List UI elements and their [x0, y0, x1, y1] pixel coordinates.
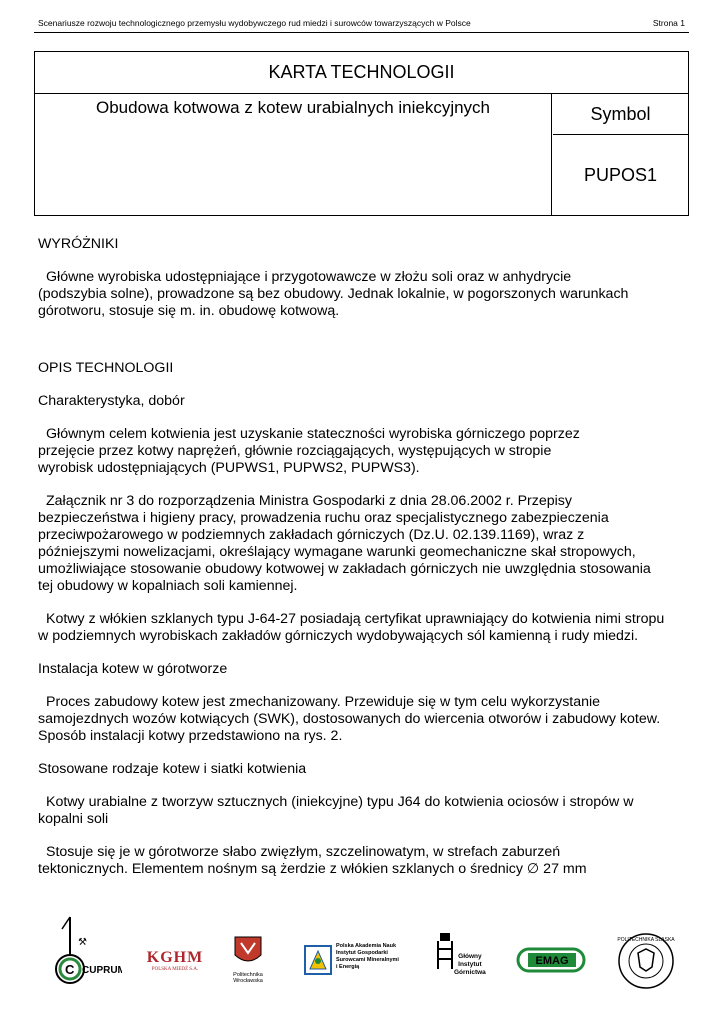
text-line: Załącznik nr 3 do rozporządzenia Ministra Gospodarki z dnia 28.06.2002 r. Przepisy — [46, 493, 572, 509]
svg-text:C: C — [65, 962, 75, 977]
cuprum-label: CUPRUM — [82, 965, 122, 976]
text-line: umożliwiające stosowanie obudowy kotwowej w zakładach górniczych nie uwzględnia stosowania — [38, 561, 651, 577]
kghm-sublabel: POLSKA MIEDŹ S.A. — [151, 967, 199, 972]
text-line: Stosuje się je w górotworze słabo zwięzłym, szczelinowatym, w strefach zaburzeń — [46, 844, 561, 860]
gig-logo — [434, 931, 494, 995]
section-heading-description: OPIS TECHNOLOGII — [38, 360, 174, 376]
text-line: Kotwy z włókien szklanych typu J-64-27 posiadają certyfikat uprawniający do kotwienia nimi stropu — [46, 611, 665, 627]
card-subject: Obudowa kotwowa z kotew urabialnych iniekcyjnych — [35, 94, 552, 216]
subheading-installation: Instalacja kotew w górotworze — [38, 661, 228, 677]
paragraph-features — [38, 269, 688, 320]
header-title: Scenariusze rozwoju technologicznego przemysłu wydobywczego rud miedzi i surowców towarzyszących w Polsce — [38, 18, 471, 28]
symbol-label: Symbol — [553, 94, 688, 135]
pan-label-2: Instytut Gospodarki — [336, 950, 388, 956]
pan-label-4: i Energią — [336, 964, 360, 970]
kghm-logo — [140, 949, 210, 979]
text-line: Główne wyrobiska udostępniające i przygotowawcze w złożu soli oraz w anhydrycie — [46, 269, 572, 285]
text-line: przeciwpożarowego w podziemnych zakładach górniczych (Dz.U. 02.139.1169), wraz z — [38, 527, 585, 543]
emag-label: EMAG — [535, 955, 569, 967]
polsl-logo — [616, 931, 676, 991]
partner-logos — [38, 915, 688, 995]
symbol-value: PUPOS1 — [583, 164, 658, 185]
text-line: tektonicznych. Elementem nośnym są żerdzie z włókien szklanych o średnicy ∅ 27 mm — [38, 861, 587, 877]
text-line: Sposób instalacji kotwy przedstawiono na rys. 2. — [38, 728, 343, 744]
text-line: Głównym celem kotwienia jest uzyskanie stateczności wyrobiska górniczego poprzez — [46, 426, 580, 442]
document-body — [38, 236, 688, 878]
text-line: bezpieczeństwa i higieny pracy, prowadzenia ruchu oraz specjalistycznego zabezpieczenia — [38, 510, 609, 526]
paragraph-purpose — [38, 426, 688, 477]
text-line: Kotwy urabialne z tworzyw sztucznych (iniekcyjne) typu J64 do kotwienia ociosów i stropów w — [46, 794, 634, 810]
pan-emblem-icon — [304, 945, 332, 975]
text-line: w podziemnych wyrobiskach zakładów górniczych wydobywających sól kamienną i rudy miedzi. — [38, 628, 639, 644]
gig-label-2: Instytut — [458, 961, 482, 968]
pwr-label-1: Politechnika — [233, 972, 263, 978]
page-number: Strona 1 — [652, 18, 685, 28]
text-line: Proces zabudowy kotew jest zmechanizowany. Przewiduje się w tym celu wykorzystanie — [46, 694, 601, 710]
subheading-bolt-types: Stosowane rodzaje kotew i siatki kotwienia — [38, 761, 307, 777]
pan-label-3: Surowcami Mineralnymi — [336, 957, 399, 963]
gig-label-3: Górnictwa — [454, 969, 486, 976]
paragraph-regulation — [38, 493, 688, 595]
paragraph-certificate — [38, 611, 688, 645]
pwr-label-2: Wrocławska — [233, 978, 263, 984]
paragraph-bolt-types — [38, 794, 688, 828]
subheading-characteristics: Charakterystyka, dobór — [38, 393, 185, 409]
page-header — [34, 14, 689, 33]
polsl-label: POLITECHNIKA ŚLĄSKA — [617, 937, 675, 943]
gig-headframe-icon — [434, 931, 456, 971]
text-line: (podszybia solne), prowadzone są bez obudowy. Jednak lokalnie, w pogorszonych warunkach — [38, 286, 629, 302]
section-heading-features: WYRÓŻNIKI — [38, 236, 119, 252]
text-line: wyrobisk udostępniających (PUPWS1, PUPWS2, PUPWS3). — [38, 460, 420, 476]
pwr-logo — [224, 935, 272, 995]
kghm-label: KGHM — [146, 949, 204, 966]
text-line: górotworu, stosuje się m. in. obudowę kotwową. — [38, 303, 340, 319]
text-line: przejęcie przez kotwy naprężeń, głównie rozciągających, występujących w stropie — [38, 443, 552, 459]
cuprum-logo — [52, 915, 122, 987]
text-line: samojezdnych wozów kotwiących (SWK), dostosowanych do wiercenia otworów i zabudowy kotew. — [38, 711, 661, 727]
paragraph-installation — [38, 694, 688, 745]
pan-logo — [304, 943, 414, 983]
svg-text:⚒: ⚒ — [78, 937, 87, 948]
technology-card — [34, 51, 689, 216]
pan-label-1: Polska Akademia Nauk — [336, 943, 397, 949]
card-heading: KARTA TECHNOLOGII — [35, 52, 688, 94]
gig-label-1: Główny — [458, 953, 482, 960]
text-line: kopalni soli — [38, 811, 109, 827]
pwr-crest-icon — [233, 935, 263, 967]
text-line: tej obudowy w kopalniach soli kamiennej. — [38, 578, 298, 594]
emag-logo — [516, 947, 586, 973]
paragraph-usage — [38, 844, 688, 878]
text-line: późniejszymi nowelizacjami, określający wymagane warunki geomechaniczne skał stropowych, — [38, 544, 636, 560]
